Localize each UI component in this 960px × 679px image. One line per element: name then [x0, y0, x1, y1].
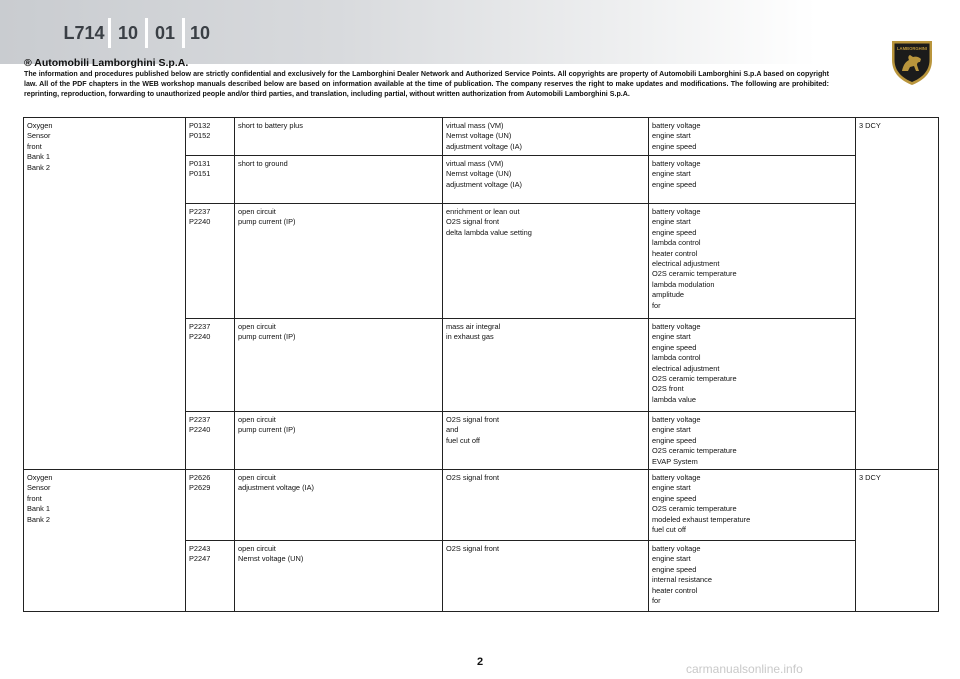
enable-conditions-cell-line: for: [652, 300, 661, 310]
fault-type-cell-line: open circuit: [238, 207, 276, 216]
enable-conditions-cell-line: engine speed: [652, 141, 697, 151]
enable-conditions-cell-line: modeled exhaust temperature: [652, 514, 751, 524]
table-row: [24, 118, 939, 156]
monitor-strategy-cell-line: O2S signal front: [446, 217, 499, 227]
enable-conditions-cell-line: O2S ceramic temperature: [652, 269, 737, 279]
monitor-strategy-cell-line: O2S signal front: [446, 473, 499, 483]
dtc-code-cell-line: P2240: [189, 425, 211, 435]
component-cell: [24, 118, 186, 470]
monitor-strategy-cell: [443, 412, 649, 470]
enable-conditions-cell-line: battery voltage: [652, 121, 701, 130]
enable-conditions-cell-line: battery voltage: [652, 322, 701, 331]
fault-type-cell-line: pump current (IP): [238, 332, 296, 342]
dtc-code-cell-line: P2240: [189, 217, 211, 227]
enable-conditions-cell-line: engine start: [652, 217, 691, 227]
fault-type-cell-line: open circuit: [238, 415, 276, 424]
enable-conditions-cell-line: lambda value: [652, 394, 696, 404]
component-cell-line: Bank 2: [27, 514, 51, 524]
dtc-code-cell: [186, 118, 235, 156]
dtc-code-cell-line: P0131: [189, 159, 211, 168]
component-cell-line: Sensor: [27, 483, 51, 493]
monitor-strategy-cell-line: mass air integral: [446, 322, 501, 331]
enable-conditions-cell: [649, 319, 856, 412]
dtc-code-cell-line: P2237: [189, 322, 211, 331]
enable-conditions-cell: [649, 204, 856, 319]
page-number: 2: [476, 656, 484, 668]
monitor-strategy-cell-line: enrichment or lean out: [446, 207, 520, 216]
dtc-code-cell: [186, 319, 235, 412]
fault-type-cell-line: open circuit: [238, 544, 276, 554]
monitor-strategy-cell-line: virtual mass (VM): [446, 159, 504, 168]
watermark: carmanualsonline.info: [686, 662, 803, 676]
copyright-disclaimer: The information and procedures published below are strictly confidential and exclusively for the Lamborghini Dealer Network and Authorized Service Points. All copyrights are property of Automobili Lamborghini S.p.A based on copyright law. All of the PDF chapters in the WEB workshop manuals described below are based on information available at the time of publication. The company reserves the right to make updates and modifications. The following are prohibited: reprinting, reproduction, forwarding to unauthorized people and/or third parties, and translation, including partial, without written authorization from Automobili Lamborghini S.p.A.: [24, 70, 829, 98]
enable-conditions-cell-line: engine speed: [652, 179, 697, 189]
enable-conditions-cell-line: amplitude: [652, 290, 685, 300]
enable-conditions-cell-line: engine speed: [652, 342, 697, 352]
enable-conditions-cell-line: heater control: [652, 585, 698, 595]
enable-conditions-cell-line: lambda modulation: [652, 279, 715, 289]
enable-conditions-cell-line: lambda control: [652, 353, 701, 363]
lamborghini-shield-logo: [890, 38, 934, 86]
fault-type-cell-line: short to battery plus: [238, 121, 303, 130]
monitor-strategy-cell-line: adjustment voltage (IA): [446, 179, 522, 189]
dtc-code-cell-line: P2240: [189, 332, 211, 342]
drive-cycle-cell: 3 DCY: [856, 470, 939, 612]
fault-type-cell: [235, 412, 443, 470]
enable-conditions-cell-line: engine start: [652, 332, 691, 342]
enable-conditions-cell-line: battery voltage: [652, 207, 701, 216]
enable-conditions-cell: [649, 412, 856, 470]
table-row: [24, 470, 939, 541]
enable-conditions-cell-line: battery voltage: [652, 159, 701, 168]
dtc-code-cell: [186, 541, 235, 612]
enable-conditions-cell-line: internal resistance: [652, 575, 712, 585]
enable-conditions-cell-line: O2S ceramic temperature: [652, 446, 737, 456]
fault-type-cell-line: pump current (IP): [238, 425, 296, 435]
fault-type-cell-line: open circuit: [238, 473, 276, 483]
fault-type-cell-line: open circuit: [238, 322, 276, 331]
component-cell-line: Bank 2: [27, 162, 51, 172]
fault-type-cell: [235, 118, 443, 156]
fault-type-cell-line: pump current (IP): [238, 217, 296, 227]
monitor-strategy-cell-line: O2S signal front: [446, 415, 499, 424]
enable-conditions-cell-line: engine start: [652, 483, 691, 493]
enable-conditions-cell: [649, 118, 856, 156]
enable-conditions-cell-line: engine speed: [652, 435, 697, 445]
dtc-code-cell-line: P2237: [189, 207, 211, 216]
monitor-strategy-cell: [443, 204, 649, 319]
fault-type-cell: [235, 470, 443, 541]
dtc-code-cell-line: P0132: [189, 121, 211, 130]
enable-conditions-cell-line: engine start: [652, 169, 691, 179]
enable-conditions-cell-line: lambda control: [652, 238, 701, 248]
tab-subgroup: 01: [154, 23, 176, 43]
fault-type-cell-line: Nernst voltage (UN): [238, 554, 304, 564]
monitor-strategy-cell-line: delta lambda value setting: [446, 227, 532, 237]
dtc-code-cell-line: P2626: [189, 473, 211, 483]
monitor-strategy-cell-line: adjustment voltage (IA): [446, 141, 522, 151]
dtc-code-cell: [186, 204, 235, 319]
dtc-code-cell: [186, 156, 235, 204]
monitor-strategy-cell: [443, 156, 649, 204]
enable-conditions-cell-line: O2S ceramic temperature: [652, 504, 737, 514]
enable-conditions-cell-line: engine speed: [652, 227, 697, 237]
dtc-code-cell: [186, 412, 235, 470]
enable-conditions-cell: [649, 470, 856, 541]
dtc-code-cell-line: P2629: [189, 483, 211, 493]
monitor-strategy-cell: [443, 118, 649, 156]
enable-conditions-cell-line: battery voltage: [652, 473, 701, 483]
component-cell-line: Oxygen: [27, 121, 53, 130]
fault-type-cell: [235, 541, 443, 612]
monitor-strategy-cell-line: virtual mass (VM): [446, 121, 504, 130]
monitor-strategy-cell: [443, 541, 649, 612]
monitor-strategy-cell-line: and: [446, 425, 459, 435]
component-cell-line: Bank 1: [27, 152, 51, 162]
enable-conditions-cell-line: fuel cut off: [652, 525, 686, 535]
enable-conditions-cell-line: for: [652, 596, 661, 606]
enable-conditions-cell: [649, 541, 856, 612]
dtc-code-cell-line: P0152: [189, 131, 211, 141]
fault-type-cell-line: adjustment voltage (IA): [238, 483, 314, 493]
enable-conditions-cell-line: heater control: [652, 248, 698, 258]
enable-conditions-cell-line: EVAP System: [652, 456, 698, 466]
fault-code-table: [23, 117, 939, 612]
enable-conditions-cell-line: O2S front: [652, 384, 684, 394]
enable-conditions-cell-line: engine start: [652, 425, 691, 435]
tab-group: 10: [117, 23, 139, 43]
tab-model: L714: [63, 23, 105, 43]
dtc-code-cell-line: P0151: [189, 169, 211, 179]
company-name: ® Automobili Lamborghini S.p.A.: [24, 57, 189, 69]
component-cell-line: front: [27, 493, 42, 503]
enable-conditions-cell-line: engine start: [652, 554, 691, 564]
tab-section: 10: [189, 23, 211, 43]
enable-conditions-cell-line: battery voltage: [652, 544, 701, 554]
dtc-code-cell-line: P2237: [189, 415, 211, 424]
svg-text:LAMBORGHINI: LAMBORGHINI: [896, 46, 928, 51]
dtc-code-cell-line: P2243: [189, 544, 211, 554]
dtc-code-cell: [186, 470, 235, 541]
component-cell: [24, 470, 186, 612]
fault-type-cell: [235, 156, 443, 204]
fault-code-table-body: [24, 118, 939, 612]
monitor-strategy-cell: [443, 319, 649, 412]
fault-type-cell: [235, 319, 443, 412]
enable-conditions-cell-line: O2S ceramic temperature: [652, 374, 737, 384]
enable-conditions-cell: [649, 156, 856, 204]
monitor-strategy-cell-line: Nernst voltage (UN): [446, 131, 512, 141]
monitor-strategy-cell-line: O2S signal front: [446, 544, 499, 554]
monitor-strategy-cell: [443, 470, 649, 541]
enable-conditions-cell-line: engine speed: [652, 564, 697, 574]
monitor-strategy-cell-line: in exhaust gas: [446, 332, 494, 342]
fault-type-cell-line: short to ground: [238, 159, 288, 168]
fault-type-cell: [235, 204, 443, 319]
dtc-code-cell-line: P2247: [189, 554, 211, 564]
enable-conditions-cell-line: engine speed: [652, 493, 697, 503]
component-cell-line: Sensor: [27, 131, 51, 141]
drive-cycle-cell: 3 DCY: [856, 118, 939, 470]
monitor-strategy-cell-line: Nernst voltage (UN): [446, 169, 512, 179]
enable-conditions-cell-line: electrical adjustment: [652, 259, 720, 269]
component-cell-line: Oxygen: [27, 473, 53, 483]
component-cell-line: Bank 1: [27, 504, 51, 514]
enable-conditions-cell-line: engine start: [652, 131, 691, 141]
enable-conditions-cell-line: electrical adjustment: [652, 363, 720, 373]
enable-conditions-cell-line: battery voltage: [652, 415, 701, 424]
monitor-strategy-cell-line: fuel cut off: [446, 435, 480, 445]
component-cell-line: front: [27, 141, 42, 151]
